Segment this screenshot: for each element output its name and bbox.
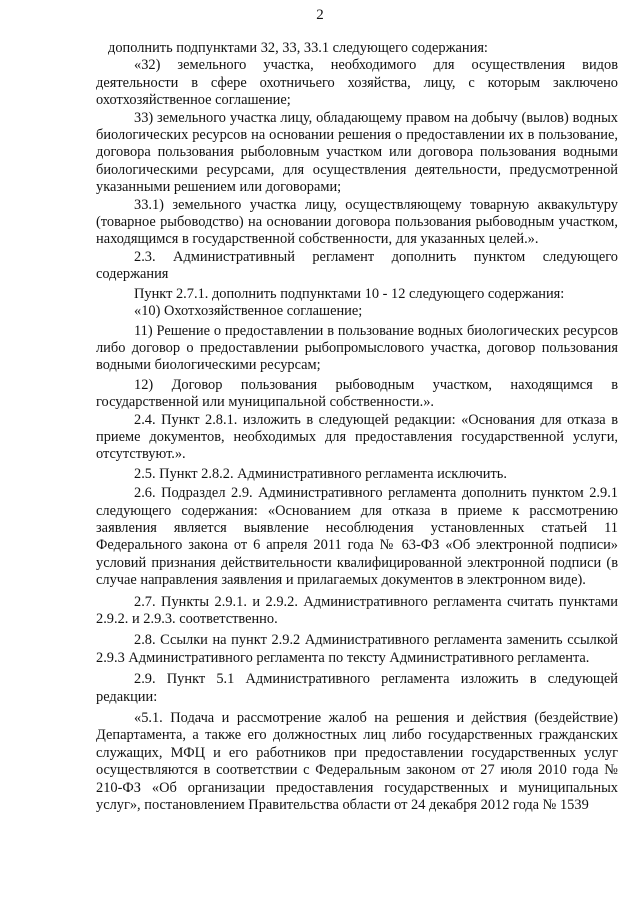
paragraph-2-5: 2.5. Пункт 2.8.2. Административного регламента исключить.: [134, 465, 507, 482]
paragraph-item-33-1: 33.1) земельного участка лицу, осуществляющему товарную аквакультуру (товарное рыбоводство) на основании договора пользования рыбоводным участком, находящимся в государственной собственности, для указанных целей.».: [96, 196, 618, 248]
paragraph-2-6: 2.6. Подраздел 2.9. Административного регламента дополнить пунктом 2.9.1 следующего содержания: «Основанием для отказа в приеме к рассмотрению заявления является выявление несоблюдения установленных статьей 11 Федерального закона от 6 апреля 2011 года № 63-ФЗ «Об электронной подписи» условий признания действительности квалифицированной электронной подписи (в случае направления заявления и прилагаемых документов в электронном виде).: [96, 485, 618, 589]
paragraph-item-33: 33) земельного участка лицу, обладающему правом на добычу (вылов) водных биологических ресурсов на основании решения о предоставлении их в пользование, договора пользования рыболовным участком или договора пользования водными биологическими ресурсами, для осуществления деятельности, предусмотренной указанными решением или договорами;: [96, 109, 618, 196]
paragraph-item-32: «32) земельного участка, необходимого для осуществления видов деятельности в сфере охотничьего хозяйства, лицу, с которым заключено охотхозяйственное соглашение;: [96, 57, 618, 109]
paragraph-2-9: 2.9. Пункт 5.1 Административного регламента изложить в следующей редакции:: [96, 671, 618, 705]
paragraph-2-7: 2.7. Пункты 2.9.1. и 2.9.2. Административного регламента считать пунктами 2.9.2. и 2.9.3. соответственно.: [96, 593, 618, 627]
paragraph-2-8: 2.8. Ссылки на пункт 2.9.2 Административного регламента заменить ссылкой 2.9.3 Административного регламента по тексту Административного регламента.: [96, 632, 618, 666]
paragraph-5-1: «5.1. Подача и рассмотрение жалоб на решения и действия (бездействие) Департамента, а также его должностных лиц либо государственных гражданских служащих, МФЦ и его работников при предоставлении государственных услуг осуществляются в соответствии с Федеральным законом от 27 июля 2010 года № 210-ФЗ «Об организации предоставления государственных и муниципальных услуг», постановлением Правительства области от 24 декабря 2012 года № 1539: [96, 710, 618, 814]
paragraph-sub-11: 11) Решение о предоставлении в пользование водных биологических ресурсов либо договор о предоставлении рыбопромыслового участка, договор пользования водными биологическими ресурсам;: [96, 322, 618, 374]
paragraph-sub-10: «10) Охотхозяйственное соглашение;: [134, 303, 363, 320]
page-number: 2: [316, 7, 324, 23]
paragraph-sub-12: 12) Договор пользования рыбоводным участком, находящимся в государственной или муниципальной собственности.».: [96, 376, 618, 411]
document-body: [96, 40, 618, 814]
paragraph-2-3: 2.3. Административный регламент дополнить пунктом следующего содержания: [96, 248, 618, 283]
paragraph-2-7-1: Пункт 2.7.1. дополнить подпунктами 10 - 12 следующего содержания:: [134, 285, 565, 302]
paragraph-intro: дополнить подпунктами 32, 33, 33.1 следующего содержания:: [108, 40, 488, 56]
paragraph-2-4: 2.4. Пункт 2.8.1. изложить в следующей редакции: «Основания для отказа в приеме документов, необходимых для предоставления государственной услуги, отсутствуют.».: [96, 411, 618, 463]
